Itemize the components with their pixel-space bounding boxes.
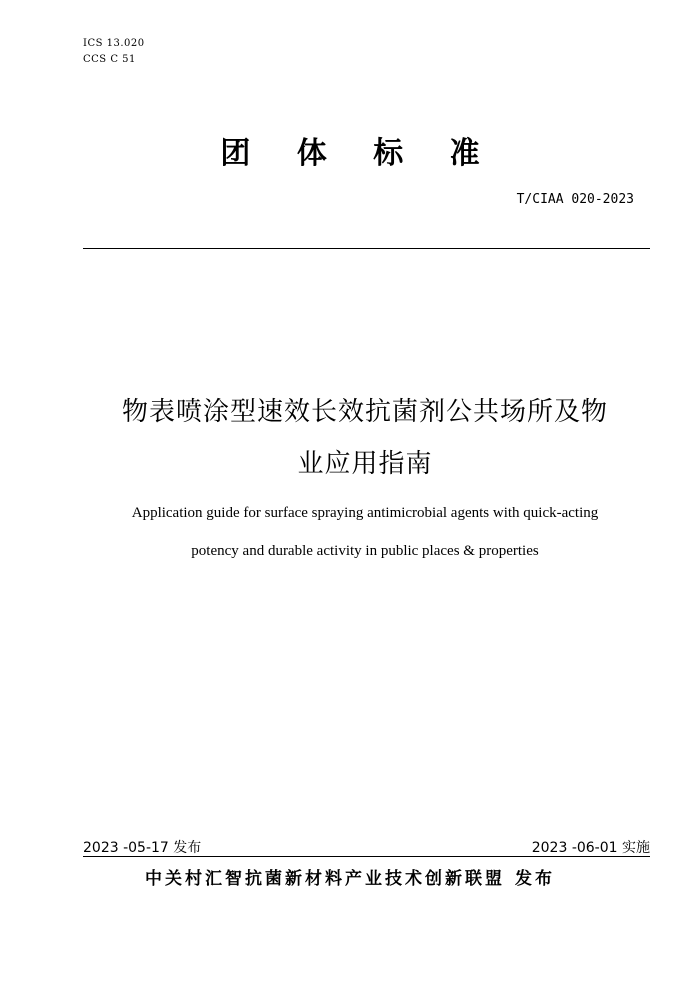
publisher-line xyxy=(0,866,700,892)
standard-number: T/CIAA 020-2023 xyxy=(516,192,634,207)
english-title-line-2: potency and durable activity in public places & properties xyxy=(191,543,539,559)
chinese-title xyxy=(70,386,660,490)
issue-date: 2023 -05-17 发布 xyxy=(83,840,202,856)
classification-codes xyxy=(83,36,145,68)
top-divider xyxy=(83,248,650,249)
ccs-code: CCS C 51 xyxy=(83,54,136,65)
english-title xyxy=(70,494,660,570)
publisher-name: 中关村汇智抗菌新材料产业技术创新联盟 xyxy=(145,869,505,889)
chinese-title-line-1: 物表喷涂型速效长效抗菌剂公共场所及物 xyxy=(121,397,608,427)
english-title-line-1: Application guide for surface spraying antimicrobial agents with quick-acting xyxy=(131,505,599,521)
publisher-action: 发布 xyxy=(515,869,555,889)
effective-date: 2023 -06-01 实施 xyxy=(531,840,650,856)
chinese-title-line-2: 业应用指南 xyxy=(297,449,433,479)
standard-type-heading: 团 体 标 准 xyxy=(220,136,498,171)
bottom-divider xyxy=(83,856,650,857)
ics-code: ICS 13.020 xyxy=(83,38,145,49)
